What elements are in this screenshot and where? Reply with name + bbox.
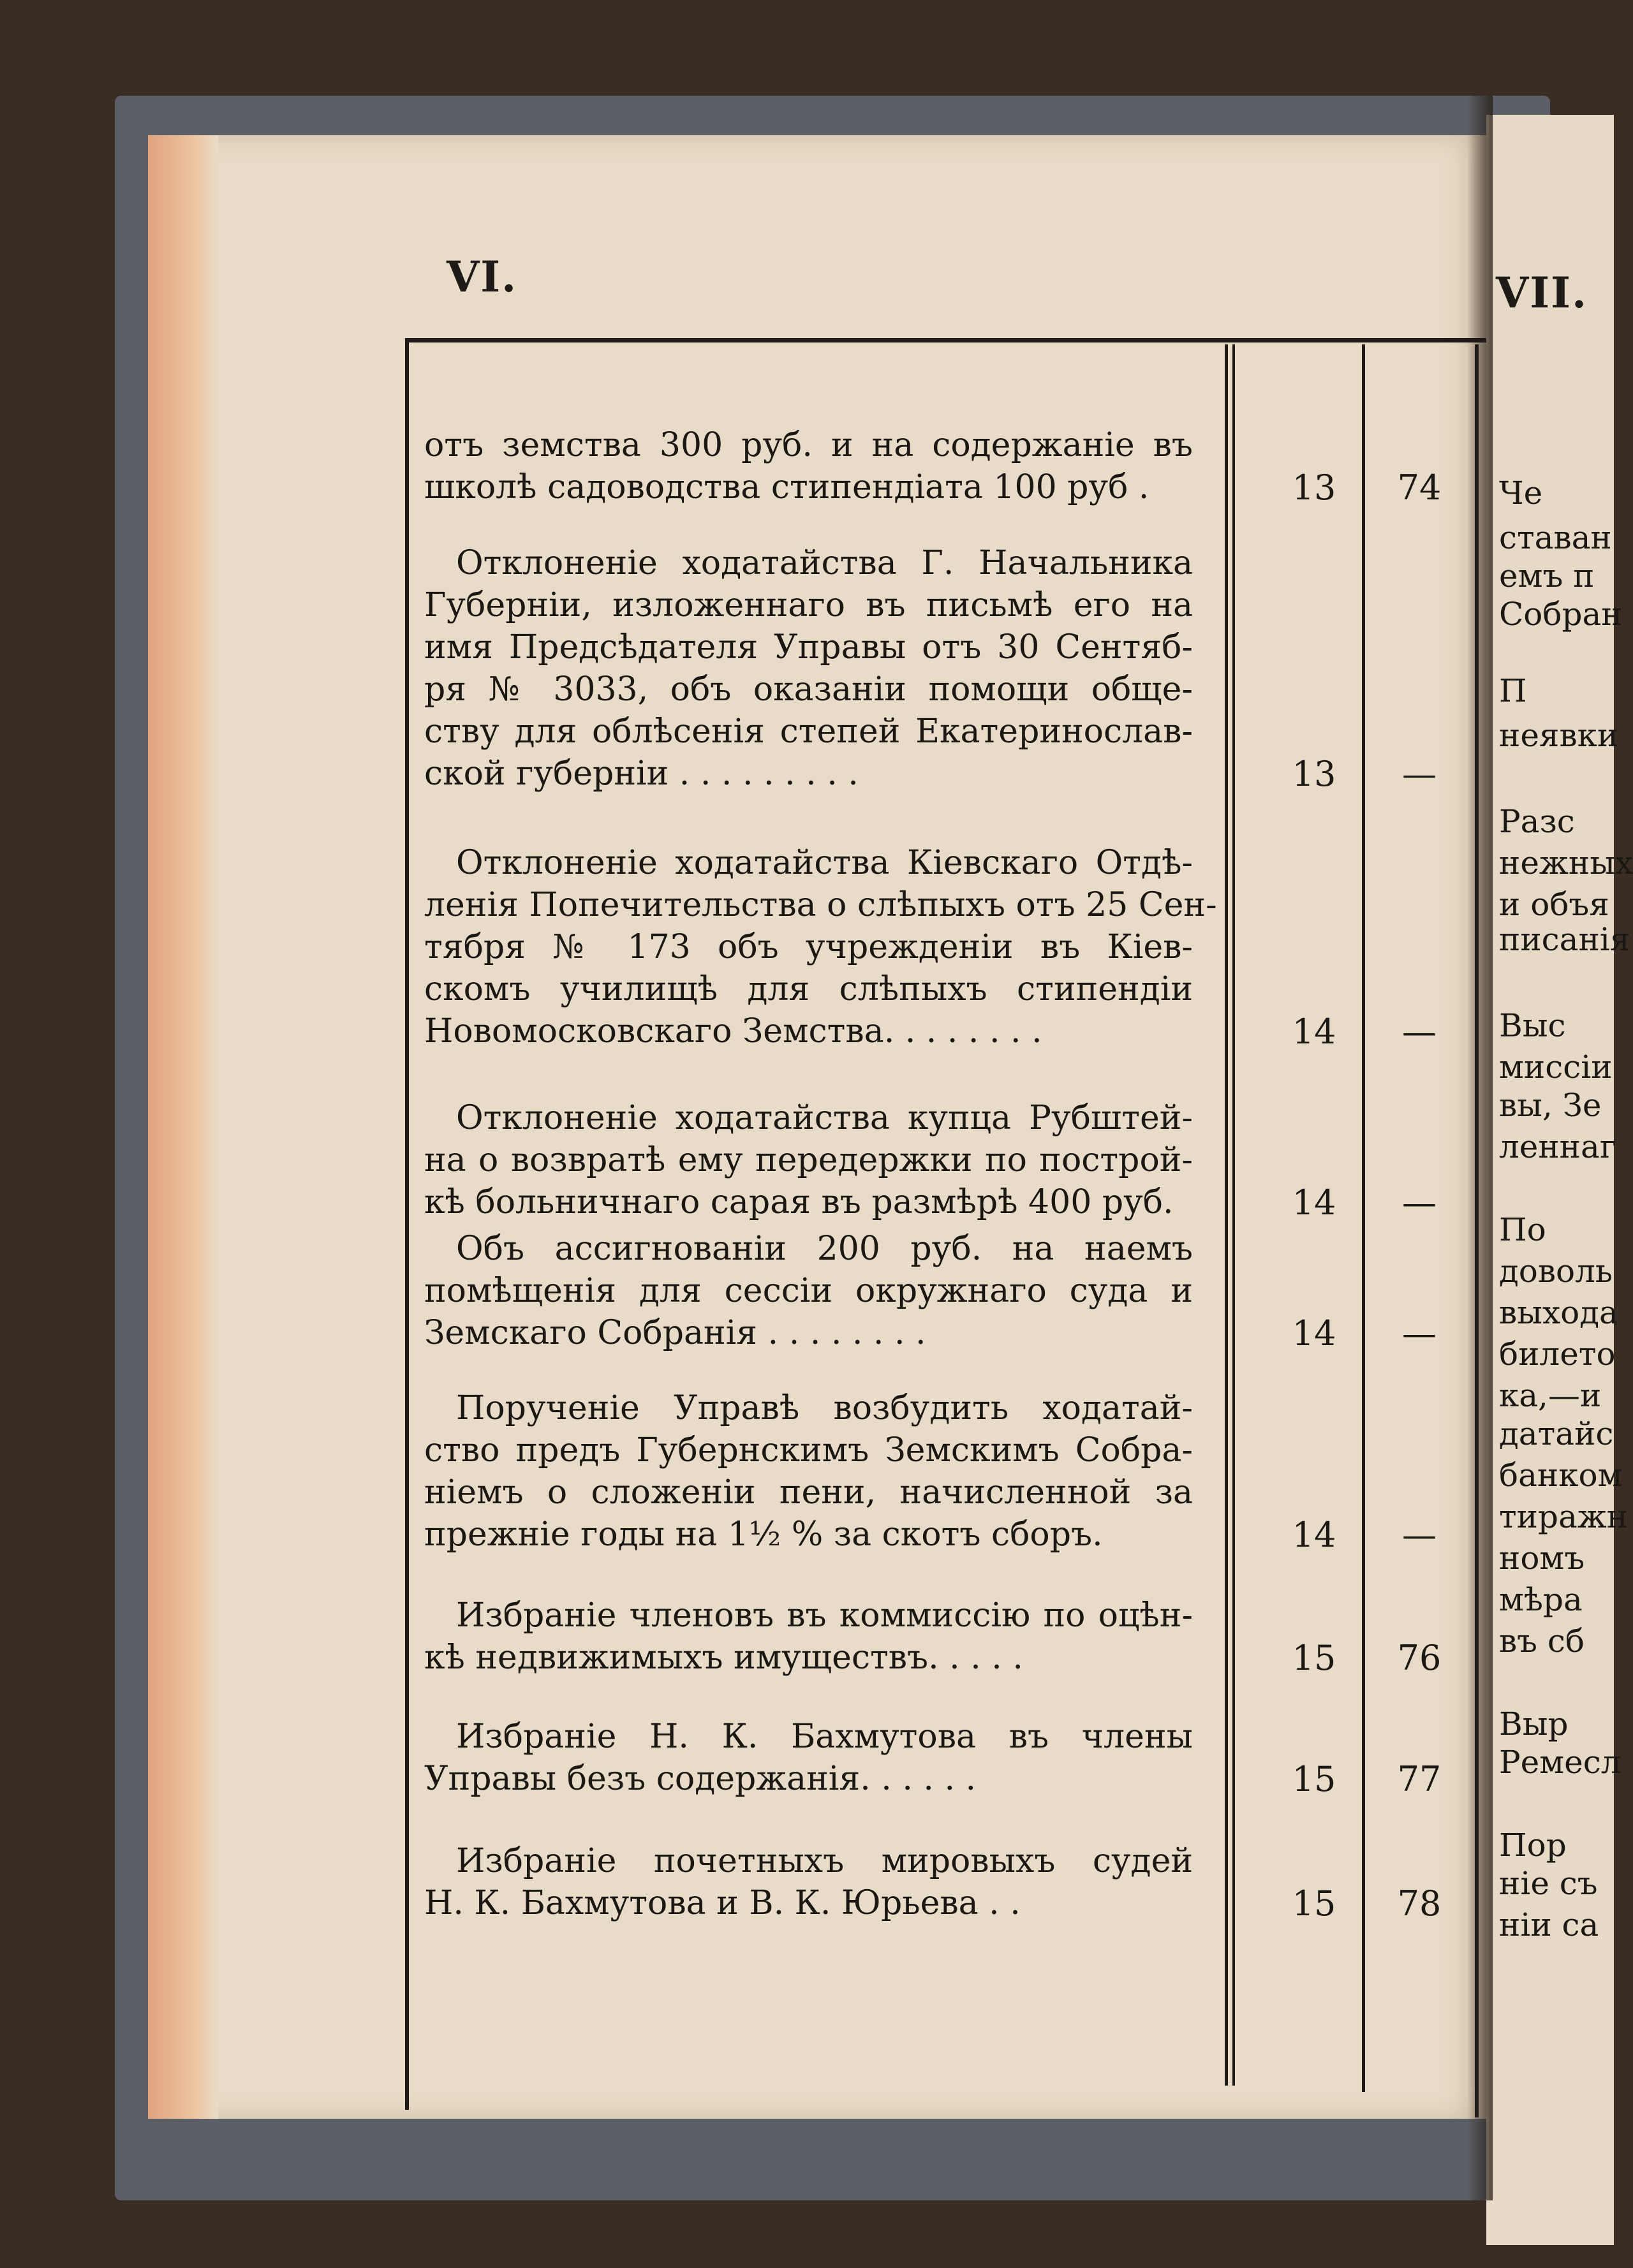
right-page-line: и объя	[1499, 886, 1609, 923]
toc-entry	[424, 1387, 1193, 1556]
article-number: —	[1402, 754, 1437, 794]
toc-entry	[424, 842, 1217, 1052]
entry-text-line: школѣ садоводства стипендіата 100 руб .	[424, 468, 1149, 506]
page-reference: 14	[1292, 1182, 1336, 1223]
right-page-line: датайс	[1499, 1415, 1614, 1452]
spine-shadow	[1467, 96, 1493, 2200]
page-reference: 15	[1292, 1883, 1336, 1924]
toc-entry	[424, 1228, 1193, 1354]
toc-entry	[424, 1097, 1193, 1223]
entry-text-line: Управы безъ содержанія. . . . . .	[424, 1760, 977, 1798]
entry-text-line: ской губерніи . . . . . . . . .	[424, 755, 859, 793]
page-edge	[148, 135, 218, 2119]
right-page-line: въ сб	[1499, 1623, 1585, 1660]
article-number: —	[1402, 1313, 1437, 1353]
entry-text-line: ство предъ Губернскимъ Земскимъ Собра-	[424, 1431, 1193, 1469]
entry-text-line: имя Предсѣдателя Управы отъ 30 Сентяб-	[424, 628, 1193, 666]
right-page-line: Выр	[1499, 1705, 1569, 1742]
right-page-line: писанія	[1499, 921, 1630, 958]
right-page-line: П	[1499, 672, 1527, 709]
entry-text-line: Избраніе Н. К. Бахмутова въ члены	[456, 1718, 1193, 1756]
article-number: 74	[1397, 468, 1442, 508]
entry-text-line: помѣщенія для сессіи окружнаго суда и	[424, 1272, 1193, 1310]
entry-text-line: кѣ недвижимыхъ имуществъ. . . . .	[424, 1638, 1023, 1677]
right-page-line: Выс	[1499, 1007, 1566, 1044]
right-page-line: Пор	[1499, 1827, 1567, 1864]
right-page	[1486, 115, 1633, 2245]
table-column-divider	[1232, 344, 1235, 2086]
entry-text-line: прежніе годы на 1½ % за скотъ сборъ.	[424, 1515, 1103, 1554]
toc-entry	[424, 1594, 1193, 1679]
right-page-line: неявки	[1499, 717, 1619, 754]
entry-text-line: Отклоненіе ходатайства Г. Начальника	[456, 544, 1193, 582]
right-page-line: ніе съ	[1499, 1865, 1598, 1902]
entry-text-line: Земскаго Собранія . . . . . . . .	[424, 1314, 926, 1352]
right-page-line: вы, Зе	[1499, 1087, 1602, 1124]
page-reference: 15	[1292, 1759, 1336, 1799]
right-page-line: По	[1499, 1211, 1546, 1248]
page-reference: 14	[1292, 1313, 1336, 1353]
entry-text-line: Губерніи, изложеннаго въ письмѣ его на	[424, 586, 1193, 624]
right-page-line: нежных	[1499, 844, 1633, 881]
toc-entry	[424, 424, 1193, 508]
right-page-line: банком	[1499, 1457, 1623, 1494]
entry-text-line: ству для облѣсенія степей Екатеринослав-	[424, 712, 1193, 751]
right-page-line: доволь	[1499, 1253, 1613, 1290]
article-number: 76	[1397, 1638, 1442, 1678]
entry-text-line: ніемъ о сложеніи пени, начисленной за	[424, 1473, 1193, 1512]
right-page-line: ніи са	[1499, 1906, 1599, 1943]
right-page-line: емъ п	[1499, 557, 1595, 594]
right-page-line: миссіи	[1499, 1049, 1613, 1086]
right-page-line: Разс	[1499, 803, 1575, 840]
entry-text-line: Порученіе Управѣ возбудить ходатай-	[456, 1389, 1193, 1427]
entry-text-line: Избраніе членовъ въ коммиссію по оцѣн-	[456, 1596, 1193, 1635]
entry-text-line: тября № 173 объ учрежденіи въ Кіев-	[424, 928, 1193, 966]
right-page-line: ставан	[1499, 519, 1612, 556]
table-right-border	[1475, 344, 1479, 2117]
article-number: 78	[1397, 1883, 1442, 1924]
article-number: 77	[1397, 1759, 1442, 1799]
right-page-line: номъ	[1499, 1540, 1585, 1577]
page-number-right: VII.	[1496, 268, 1588, 318]
toc-entry	[424, 1716, 1193, 1800]
entry-text-line: отъ земства 300 руб. и на содержаніе въ	[424, 426, 1193, 464]
right-page-line: ка,—и	[1499, 1377, 1602, 1414]
page-reference: 14	[1292, 1012, 1336, 1052]
page-reference: 15	[1292, 1638, 1336, 1678]
page-number-left: VI.	[447, 252, 518, 302]
right-page-line: мѣра	[1499, 1581, 1583, 1618]
toc-entry	[424, 542, 1193, 795]
article-number: —	[1402, 1182, 1437, 1223]
page-reference: 14	[1292, 1515, 1336, 1555]
right-page-line: леннаг	[1499, 1128, 1617, 1165]
right-page-line: Собран	[1499, 596, 1623, 633]
article-number: —	[1402, 1515, 1437, 1555]
entry-text-line: кѣ больничнаго сарая въ размѣрѣ 400 руб.	[424, 1183, 1174, 1221]
entry-text-line: ря № 3033, объ оказаніи помощи обще-	[424, 670, 1193, 709]
entry-text-line: ленія Попечительства о слѣпыхъ отъ 25 Сен-	[424, 886, 1217, 924]
right-page-line: Ремесл	[1499, 1744, 1622, 1781]
table-column-divider	[1362, 344, 1365, 2092]
entry-text-line: Избраніе почетныхъ мировыхъ судей	[456, 1842, 1193, 1880]
right-page-line: тиражн	[1499, 1498, 1629, 1535]
page-reference: 13	[1292, 468, 1336, 508]
entry-text-line: на о возвратѣ ему передержки по построй-	[424, 1141, 1193, 1179]
table-top-rule	[405, 338, 1486, 342]
toc-entry	[424, 1840, 1193, 1924]
entry-text-line: Отклоненіе ходатайства Кіевскаго Отдѣ-	[456, 844, 1193, 882]
article-number: —	[1402, 1012, 1437, 1052]
page-reference: 13	[1292, 754, 1336, 794]
right-page-line: Че	[1499, 475, 1543, 512]
entry-text-line: Н. К. Бахмутова и В. К. Юрьева . .	[424, 1884, 1021, 1922]
entry-text-line: Отклоненіе ходатайства купца Рубштей-	[456, 1099, 1193, 1137]
right-page-line: билето	[1499, 1336, 1616, 1373]
entry-text-line: Объ ассигнованіи 200 руб. на наемъ	[456, 1230, 1193, 1268]
entry-text-line: Новомосковскаго Земства. . . . . . . .	[424, 1012, 1042, 1050]
right-page-line: выхода	[1499, 1294, 1618, 1331]
table-column-divider	[1225, 344, 1228, 2086]
entry-text-line: скомъ училищѣ для слѣпыхъ стипендіи	[424, 970, 1193, 1008]
table-left-border	[405, 338, 409, 2110]
